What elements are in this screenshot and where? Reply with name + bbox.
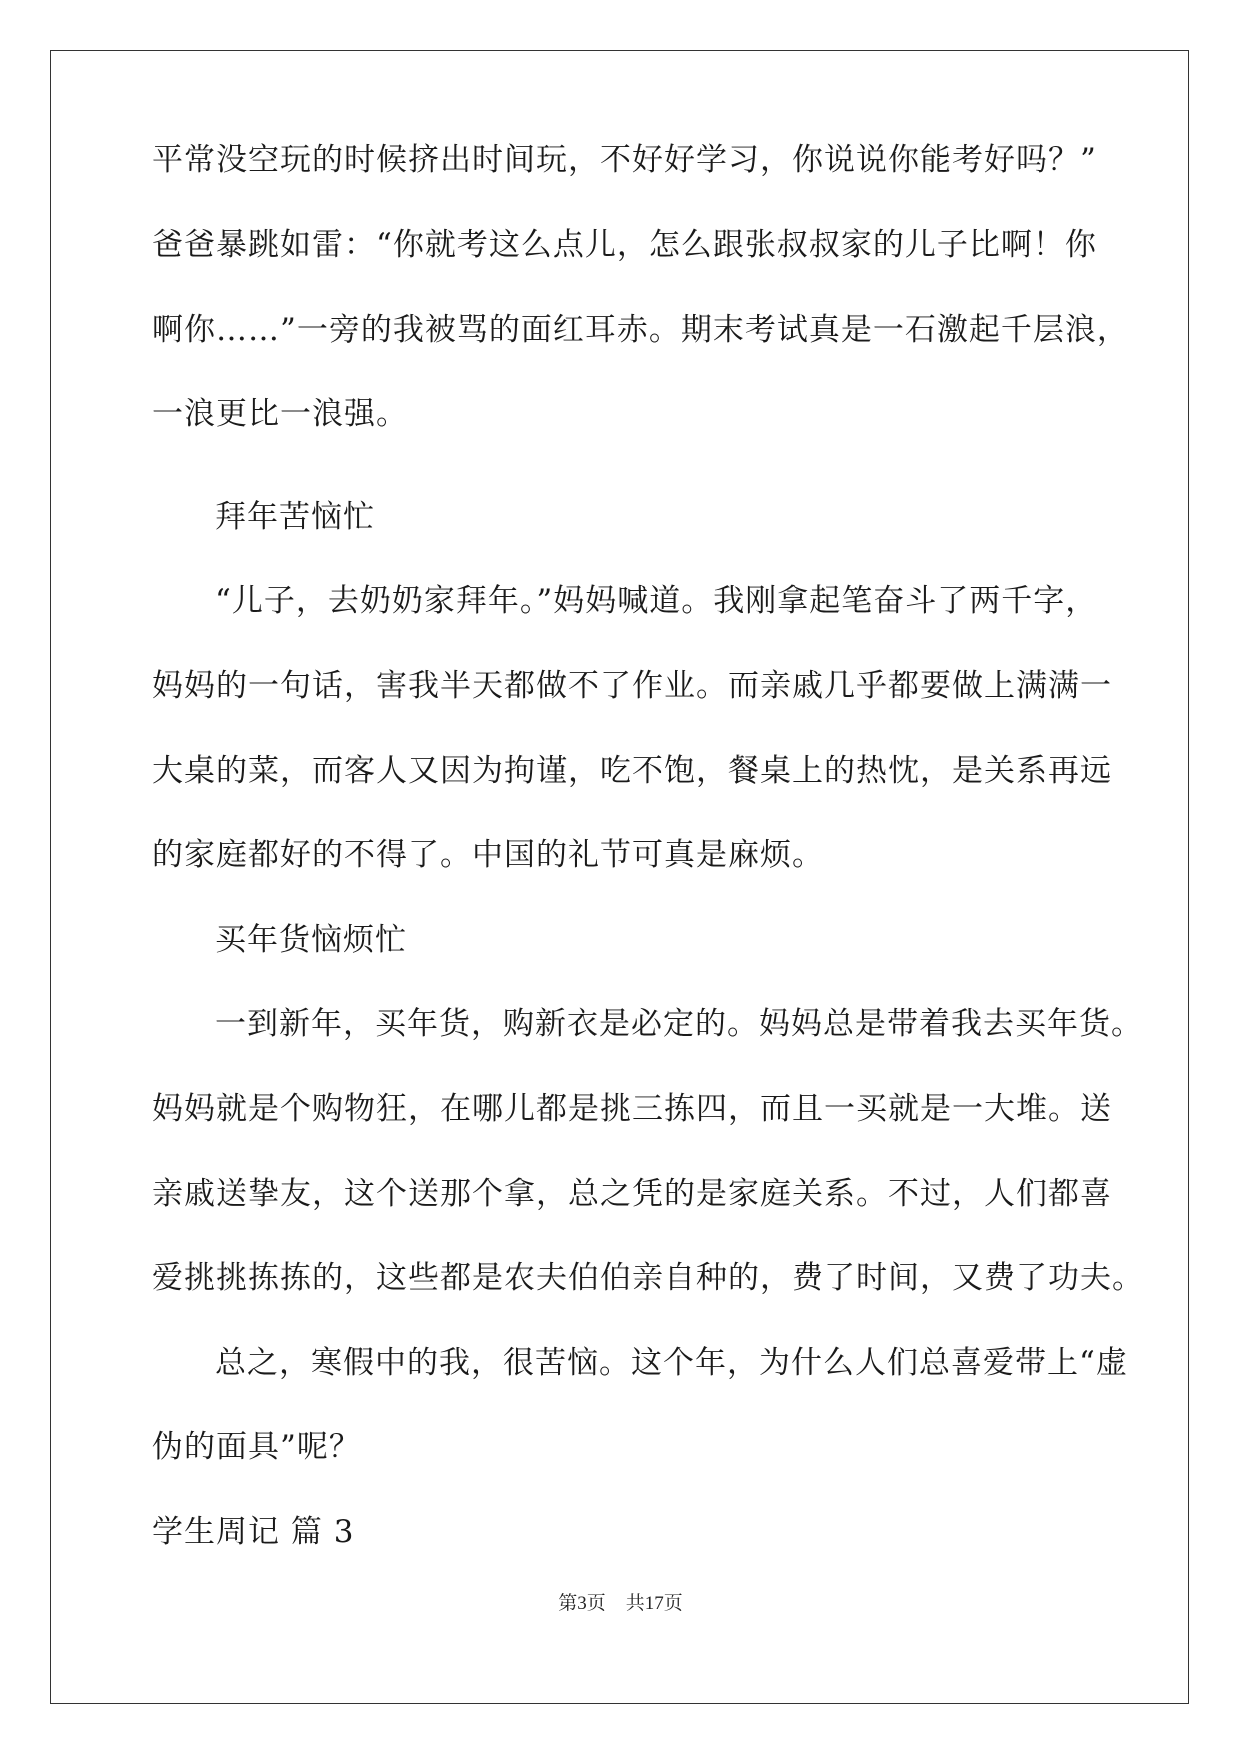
text-line: 的家庭都好的不得了。中国的礼节可真是麻烦。 xyxy=(152,837,824,873)
text-line: 啊你……”一旁的我被骂的面红耳赤。期末考试真是一石激起千层浪， xyxy=(152,312,1129,348)
text-line: 总之，寒假中的我，很苦恼。这个年，为什么人们总喜爱带上“虚 xyxy=(215,1345,1128,1381)
section-heading: 买年货恼烦忙 xyxy=(215,922,407,958)
article-title: 学生周记 篇 3 xyxy=(152,1514,355,1550)
text-line: 平常没空玩的时候挤出时间玩，不好好学习，你说说你能考好吗？” xyxy=(152,142,1097,178)
text-line: 伪的面具”呢？ xyxy=(152,1429,361,1465)
text-line: 一到新年，买年货，购新衣是必定的。妈妈总是带着我去买年货。 xyxy=(215,1006,1143,1042)
text-line: 一浪更比一浪强。 xyxy=(152,396,408,432)
section-heading: 拜年苦恼忙 xyxy=(215,499,375,535)
text-line: “儿子，去奶奶家拜年。”妈妈喊道。我刚拿起笔奋斗了两千字， xyxy=(215,583,1098,619)
page-footer xyxy=(0,1588,1241,1615)
page-total: 共17页 xyxy=(625,1593,683,1614)
text-line: 爸爸暴跳如雷：“你就考这么点儿，怎么跟张叔叔家的儿子比啊！你 xyxy=(152,227,1097,263)
page-number: 第3页 xyxy=(558,1593,606,1614)
text-line: 大桌的菜，而客人又因为拘谨，吃不饱，餐桌上的热忱，是关系再远 xyxy=(152,753,1112,789)
text-line: 爱挑挑拣拣的，这些都是农夫伯伯亲自种的，费了时间，又费了功夫。 xyxy=(152,1260,1144,1296)
text-line: 妈妈的一句话，害我半天都做不了作业。而亲戚几乎都要做上满满一 xyxy=(152,668,1112,704)
text-line: 亲戚送挚友，这个送那个拿，总之凭的是家庭关系。不过，人们都喜 xyxy=(152,1176,1112,1212)
text-line: 妈妈就是个购物狂，在哪儿都是挑三拣四，而且一买就是一大堆。送 xyxy=(152,1091,1112,1127)
